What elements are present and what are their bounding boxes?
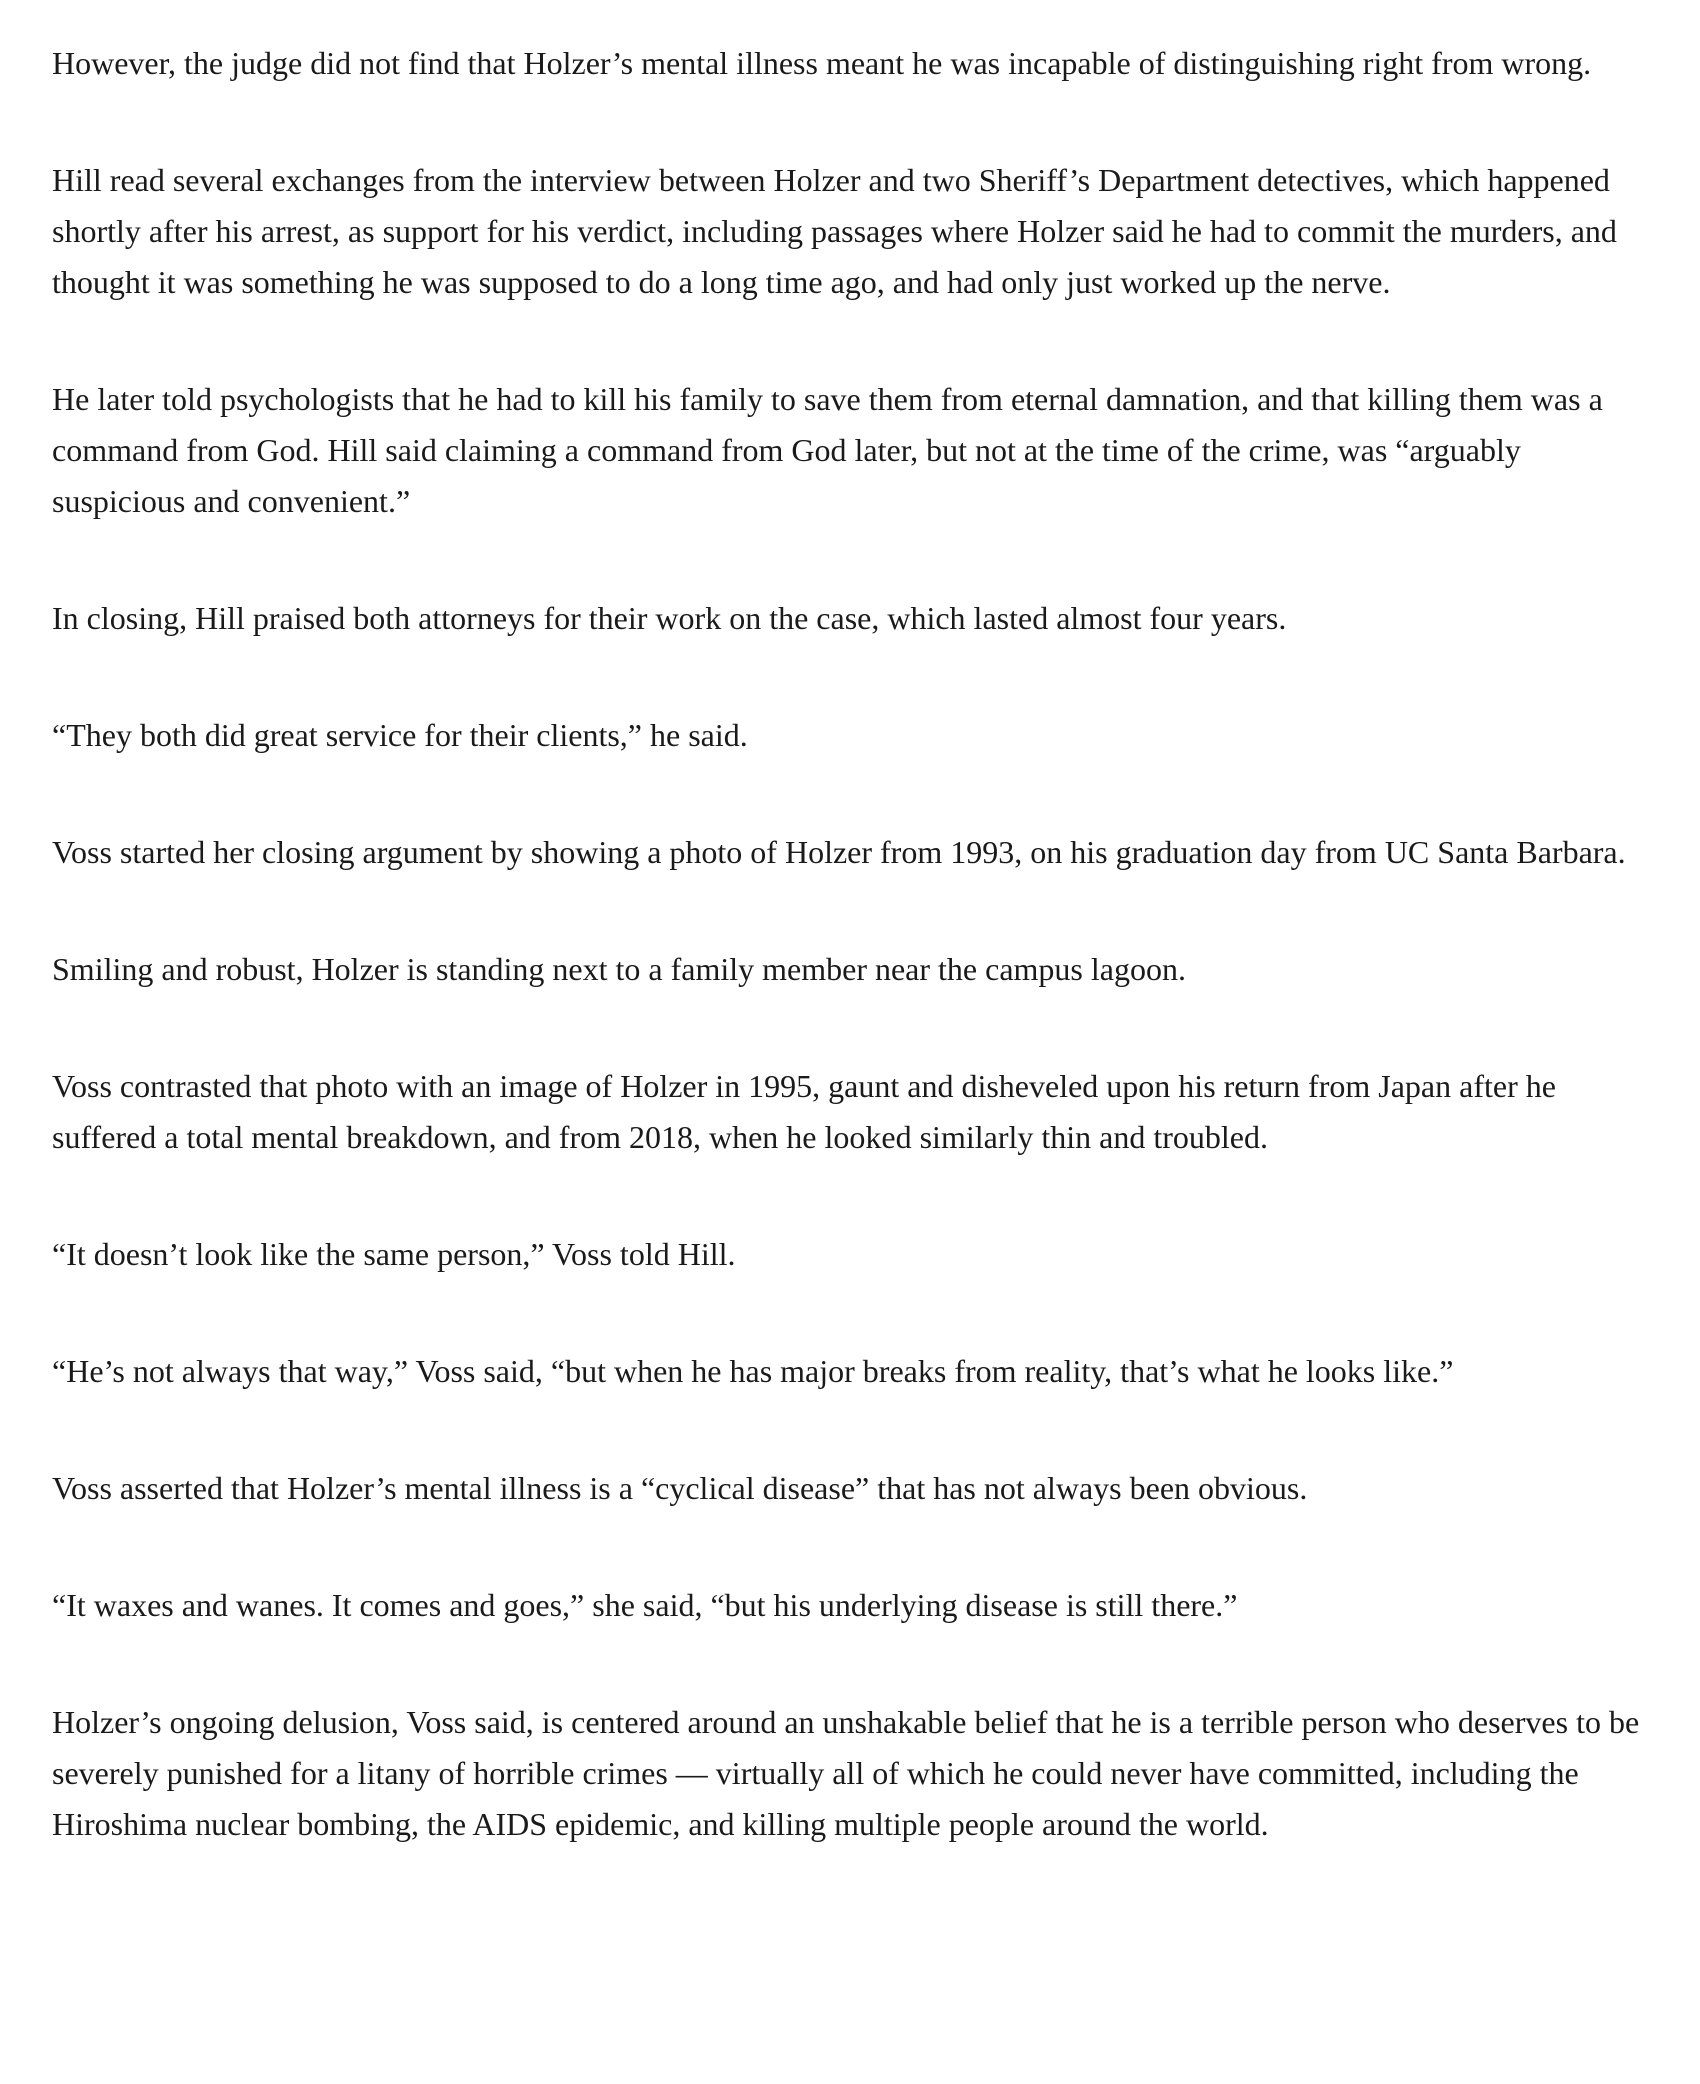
paragraph-ongoing-delusion: Holzer’s ongoing delusion, Voss said, is centered around an unshakable belief that he is a terrible person who deserves to be severely punished for a litany of horrible crimes — virtually all of which he could never have committed, including the Hiroshima nuclear bombing, the AIDS epidemic, and killing multiple people around the world. <box>52 1704 1640 1842</box>
paragraph-waxes-wanes-quote: “It waxes and wanes. It comes and goes,” she said, “but his underlying disease is still there.” <box>52 1587 1238 1623</box>
document-page <box>52 38 1662 1850</box>
paragraph-interview-exchanges: Hill read several exchanges from the interview between Holzer and two Sheriff’s Department detectives, which happened shortly after his arrest, as support for his verdict, including passages where Holzer said he had to commit the murders, and thought it was something he was supposed to do a long time ago, and had only just worked up the nerve. <box>52 162 1617 300</box>
paragraph-major-breaks-quote: “He’s not always that way,” Voss said, “but when he has major breaks from reality, that’s what he looks like.” <box>52 1353 1454 1389</box>
paragraph-contrasted-photo: Voss contrasted that photo with an image of Holzer in 1995, gaunt and disheveled upon his return from Japan after he suffered a total mental breakdown, and from 2018, when he looked similarly thin and troubled. <box>52 1068 1556 1155</box>
paragraph-same-person-quote: “It doesn’t look like the same person,” Voss told Hill. <box>52 1236 736 1272</box>
paragraph-judge-finding: However, the judge did not find that Holzer’s mental illness meant he was incapable of distinguishing right from wrong. <box>52 45 1592 81</box>
paragraph-psychologists: He later told psychologists that he had to kill his family to save them from eternal damnation, and that killing them was a command from God. Hill said claiming a command from God later, but not at the time of the crime, was “arguably suspicious and convenient.” <box>52 381 1603 519</box>
paragraph-great-service-quote: “They both did great service for their clients,” he said. <box>52 717 748 753</box>
paragraph-closing-praise: In closing, Hill praised both attorneys for their work on the case, which lasted almost four years. <box>52 600 1287 636</box>
paragraph-cyclical-disease: Voss asserted that Holzer’s mental illness is a “cyclical disease” that has not always been obvious. <box>52 1470 1308 1506</box>
paragraph-smiling-robust: Smiling and robust, Holzer is standing next to a family member near the campus lagoon. <box>52 951 1186 987</box>
paragraph-graduation-photo: Voss started her closing argument by showing a photo of Holzer from 1993, on his graduation day from UC Santa Barbara. <box>52 834 1626 870</box>
